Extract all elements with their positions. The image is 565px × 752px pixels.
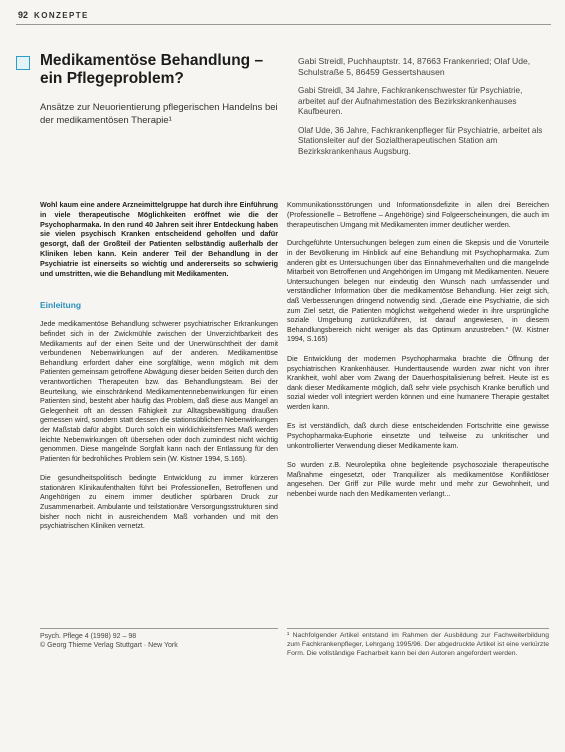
body-paragraph: Jede medikamentöse Behandlung schwerer psychiatrischer Erkrankungen befindet sich in der Zwickmühle zwischen der Unverzichtbarkeit des Medikaments auf der einen Seite und der Unerwünschtheit der damit verbundenen Nebenwirkungen auf der anderen. Medikamentöse Behandlung erfordert daher eine sorgfältige, wenn möglich mit dem Patienten gemeinsam getroffene Abwägung dieser beiden Seiten durch den verantwortlichen Therapeuten bzw. das Behandlungsteam. Bei der Beurteilung, wie einschränkend Medikamentennebenwirkungen für einen Patienten sind, besteht aber häufig das Problem, daß diese aus Mangel an Gelegenheit oft an dessen Fähigkeit zur Alltagsbewältigung draußen gemessen wird, sondern statt dessen die stationsüblichen Nebenwirkungen der Maßstab dafür abgibt. Durch solch ein wirklichkeitsfernes Maß werden leichte Nebenwirkungen oft übersehen oder doch zumindest nicht wichtig genommen. Diese mangelnde Sorgfalt kann nach der Entlassung für den Patienten für bedrohliches Problem sein (W. Kistner 1994, S.165). <box>40 320 278 463</box>
journal-line: Psych. Pflege 4 (1998) 92 – 98 <box>40 633 137 640</box>
footnote: ¹ Nachfolgender Artikel entstand im Rahmen der Ausbildung zur Fachweiterbildung zum Fachkrankenpfleger, Lehrgang 1995/96. Der abgedruckte Artikel ist eine verkürzte Form. Die vollständige Facharbeit kann bei den Autoren angefordert werden. <box>287 628 549 658</box>
section-label: KONZEPTE <box>34 10 89 20</box>
publisher-line: © Georg Thieme Verlag Stuttgart · New York <box>40 642 178 649</box>
author-bio-2: Olaf Ude, 36 Jahre, Fachkrankenpfleger für Psychiatrie, arbeitet als Stationsleiter auf der Sozialtherapeutischen Station am Bezirkskrankenhaus Augsburg. <box>298 125 543 156</box>
section-heading-einleitung: Einleitung <box>40 300 82 311</box>
author-bio-1: Gabi Streidl, 34 Jahre, Fachkrankenschwester für Psychiatrie, arbeitet auf der Aufnahmestation des Bezirkskrankenhauses Kaufbeuren. <box>298 86 523 116</box>
intro-paragraph: Wohl kaum eine andere Arzneimittelgruppe hat durch ihre Einführung in viele therapeutische Möglichkeiten eröffnet wie die der Psychopharmaka. In den rund 40 Jahren seit ihrer Entdeckung haben sie vielen psychisch Kranken entscheidend geholfen und dafür gesorgt, daß der Großteil der Patienten selbständig außerhalb der Kliniken leben kann. Kein anderer Teil der Behandlung in der Psychiatrie ist einerseits so wichtig und andererseits so schwierig und umstritten, wie die Behandlung mit Medikamenten. <box>40 200 278 278</box>
journal-citation <box>40 628 278 650</box>
page-header <box>18 8 89 22</box>
body-paragraph: Die Entwicklung der modernen Psychopharmaka brachte die Öffnung der psychiatrischen Krankenhäuser. Hunderttausende wurden zwar nicht von ihrer Krankheit, wohl aber vom Zwang der Dauerhospitalisierung befreit. Heute ist es dank dieser Medikamente möglich, daß sehr viele psychisch Kranke beruflich und sozial wieder voll integriert werden können und eine humanere Therapie gestaltet werden kann. <box>287 354 549 411</box>
intro-paragraph-continued: Kommunikationsstörungen und Informationsdefizite in allen drei Bereichen (Professionelle – Betroffene – Angehörige) sind Folgeerscheinungen, die auch im therapeutischen Umgang mit Medikamenten immer deutlicher werden. <box>287 200 549 229</box>
article-title: Medikamentöse Behandlung – ein Pflegeproblem? <box>40 52 264 87</box>
article-marker-icon <box>16 56 30 70</box>
author-block <box>298 56 548 165</box>
left-column <box>40 200 278 542</box>
body-paragraph: Durchgeführte Untersuchungen belegen zum einen die Skepsis und die Vorurteile in der Bevölkerung im Hinblick auf eine Behandlung mit Psychopharmaka. Zum anderen gibt es Untersuchungen über das Einnahmeverhalten und die mangelnde Mitarbeit von Betroffenen und Angehörigen im Umgang mit Medikamenten. Neuere Untersuchungen belegen nur eindeutig den Wunsch nach umfassender und verständlicher Information über die medikamentöse Behandlung. Hier zeigt sich, daß Verbesserungen dringend notwendig sind. „Gerade eine Psychiatrie, die sich zum Ziel setzt, die Patienten möglichst weitgehend wieder in ihre ursprüngliche soziale Umgebung zurückzuführen, ist darauf angewiesen, in diesem Behandlungsbereich nicht weniger als das Optimum anzustreben.“ (W. Kistner 1994, S.165) <box>287 239 549 344</box>
author-address: Gabi Streidl, Puchhauptstr. 14, 87663 Frankenried; Olaf Ude, Schulstraße 5, 86459 Gessertshausen <box>298 56 531 77</box>
page-number: 92 <box>18 10 29 20</box>
body-paragraph: So wurden z.B. Neuroleptika ohne begleitende psychosoziale therapeutische Maßnahme eingesetzt, oder Tranquilizer als medikamentöse Konfliktlöser angesehen. Der Griff zur Pille wurde mehr und mehr zur Gewohnheit, und nebenbei wurde nach den Medikamenten verlangt... <box>287 461 549 499</box>
right-column <box>287 200 549 510</box>
header-rule <box>16 24 551 25</box>
body-paragraph: Es ist verständlich, daß durch diese entscheidenden Fortschritte eine gewisse Psychopharmaka-Euphorie einsetzte und teilweise zu unkritischer und unkontrollierter Verwendung dieser Medikamente kam. <box>287 422 549 450</box>
article-subtitle: Ansätze zur Neuorientierung pflegerischen Handelns bei der medikamentösen Therapie¹ <box>40 102 278 126</box>
body-paragraph: Die gesundheitspolitisch bedingte Entwicklung zu immer kürzeren stationären Klinikaufenthalten führt bei Professionellen, Betroffenen und Angehörigen zu einem immer deutlicher spürbaren Druck zur Zusammenarbeit. Ambulante und teilstationäre Versorgungsstrukturen sind bisher noch nicht in ausreichendem Maß vorhanden und mit den psychiatrischen Kliniken vernetzt. <box>40 474 278 531</box>
